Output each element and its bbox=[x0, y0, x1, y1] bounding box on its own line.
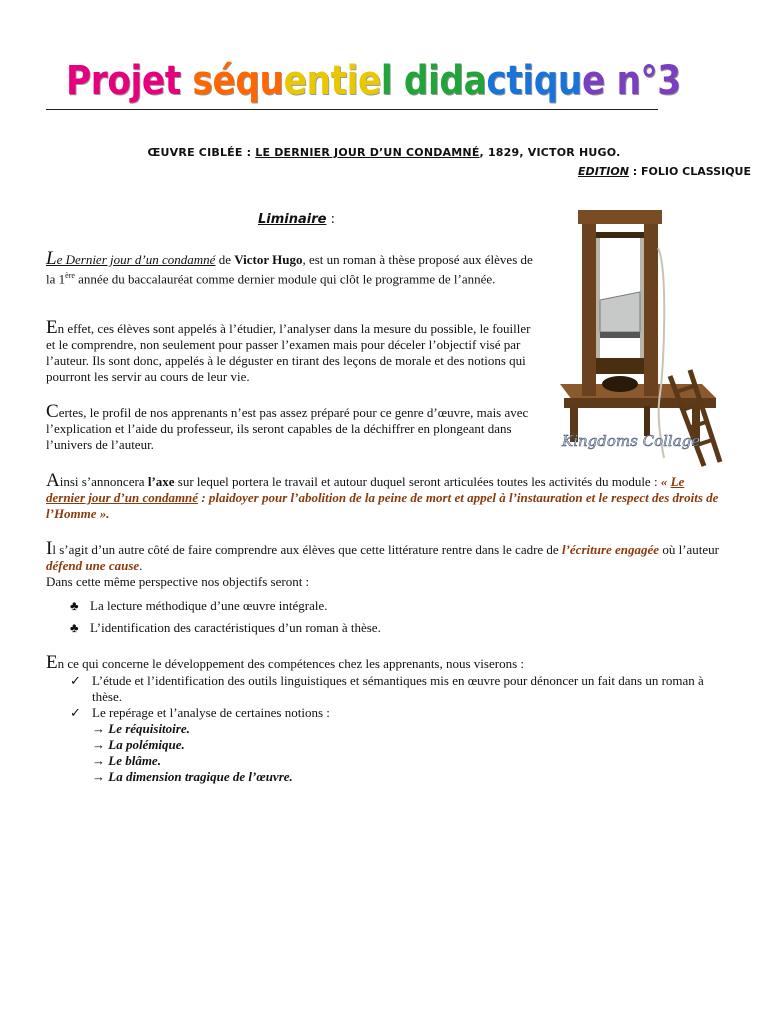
paragraph-4: Ainsi s’annoncera l’axe sur lequel portera le travail et autour duquel seront articulées toutes les activités du module : « Le dernier jour d’un condamné : plaidoyer pour l’abolition de la peine de mort et appel à l’instauration et le respect des droits de l’Homme ». bbox=[46, 470, 719, 521]
title-letter: e bbox=[582, 58, 605, 104]
paragraph-1: Le Dernier jour d’un condamné de Victor Hugo, est un roman à thèse proposé aux élèves de la 1ère année du baccalauréat comme dernier module qui clôt le programme de l’année. bbox=[46, 248, 533, 287]
notion-item: → Le blâme. bbox=[92, 753, 161, 768]
title-letter: i bbox=[428, 58, 440, 104]
title-letter: c bbox=[486, 58, 507, 104]
title-letter: a bbox=[463, 58, 487, 104]
title-letter: u bbox=[557, 58, 582, 104]
title-letter: P bbox=[66, 58, 91, 104]
section-title: Liminaire : bbox=[258, 212, 335, 227]
notion-item: → La polémique. bbox=[92, 737, 185, 752]
title-letter: o bbox=[107, 58, 131, 104]
title-letter: s bbox=[192, 58, 213, 104]
target-work-line: ŒUVRE CIBLÉE : LE DERNIER JOUR D’UN CONDAMNÉ, 1829, VICTOR HUGO. bbox=[147, 146, 621, 159]
paragraph-2: En effet, ces élèves sont appelés à l’étudier, l’analyser dans la mesure du possible, le fouiller et le comprendre, non seulement pour passer l’examen mais pour déceler l’objectif visé par l’auteur. Ils sont donc, appelés à le déguster en tirant des leçons de morale et des notions qui pourront les servir au cours de leur vie. bbox=[46, 317, 531, 384]
title-letter: q bbox=[235, 58, 260, 104]
club-bullet-icon: ♣ bbox=[70, 620, 79, 635]
title-letter: e bbox=[357, 58, 381, 104]
title-letter: d bbox=[403, 58, 429, 104]
notion-item: → La dimension tragique de l’œuvre. bbox=[92, 769, 293, 784]
title-letter: i bbox=[522, 58, 534, 104]
title-letter: j bbox=[130, 58, 142, 104]
title-letter: n bbox=[616, 58, 641, 104]
title-letter: ° bbox=[640, 58, 658, 104]
svg-text:Kingdoms Collage: Kingdoms Collage bbox=[562, 432, 701, 450]
title-letter: l bbox=[380, 58, 393, 104]
list-item: ♣ L’identification des caractéristiques d’un roman à thèse. bbox=[70, 617, 381, 639]
paragraph-6: En ce qui concerne le développement des compétences chez les apprenants, nous viserons : bbox=[46, 652, 524, 673]
title-letter: r bbox=[90, 58, 108, 104]
list-item: ✓ Le repérage et l’analyse de certaines notions : bbox=[70, 705, 330, 720]
guillotine-illustration bbox=[552, 208, 724, 476]
club-bullet-icon: ♣ bbox=[70, 598, 79, 613]
objectives-list bbox=[70, 595, 381, 639]
title-letter: t bbox=[330, 58, 347, 104]
title-letter: t bbox=[164, 58, 181, 104]
title-letter: t bbox=[506, 58, 523, 104]
competences-list bbox=[70, 673, 720, 785]
title-letter: q bbox=[533, 58, 558, 104]
title-letter: n bbox=[306, 58, 331, 104]
page-title-wrap bbox=[46, 58, 681, 110]
list-item: ♣ La lecture méthodique d’une œuvre intégrale. bbox=[70, 595, 381, 617]
notion-item: → Le réquisitoire. bbox=[92, 721, 190, 736]
paragraph-5: Il s’agit d’un autre côté de faire comprendre aux élèves que cette littérature rentre dans le cadre de l’écriture engagée où l’auteur défend une cause. Dans cette même perspective nos objectifs seront : bbox=[46, 538, 720, 589]
checkmark-icon: ✓ bbox=[70, 705, 81, 720]
checkmark-icon: ✓ bbox=[70, 673, 81, 688]
paragraph-3: Certes, le profil de nos apprenants n’est pas assez préparé pour ce genre d’œuvre, mais avec l’explication et l’aide du professeur, ils seront capables de la déchiffrer en plongeant dans l’univers de l’auteur. bbox=[46, 401, 529, 452]
title-rule bbox=[46, 109, 658, 110]
title-letter: u bbox=[259, 58, 284, 104]
title-letter bbox=[392, 58, 404, 104]
page-title bbox=[66, 58, 681, 104]
title-letter bbox=[605, 58, 617, 104]
title-letter: é bbox=[212, 58, 236, 104]
title-letter: e bbox=[141, 58, 165, 104]
title-letter: d bbox=[439, 58, 464, 104]
title-letter: e bbox=[283, 58, 307, 104]
title-letter: 3 bbox=[657, 58, 681, 104]
title-letter: i bbox=[346, 58, 358, 104]
list-item: ✓ L’étude et l’identification des outils linguistiques et sémantiques mis en œuvre pour dénoncer un fait dans un roman à thèse. bbox=[70, 673, 704, 704]
title-letter bbox=[181, 58, 193, 104]
edition-line: EDITION : FOLIO CLASSIQUE bbox=[578, 165, 751, 178]
